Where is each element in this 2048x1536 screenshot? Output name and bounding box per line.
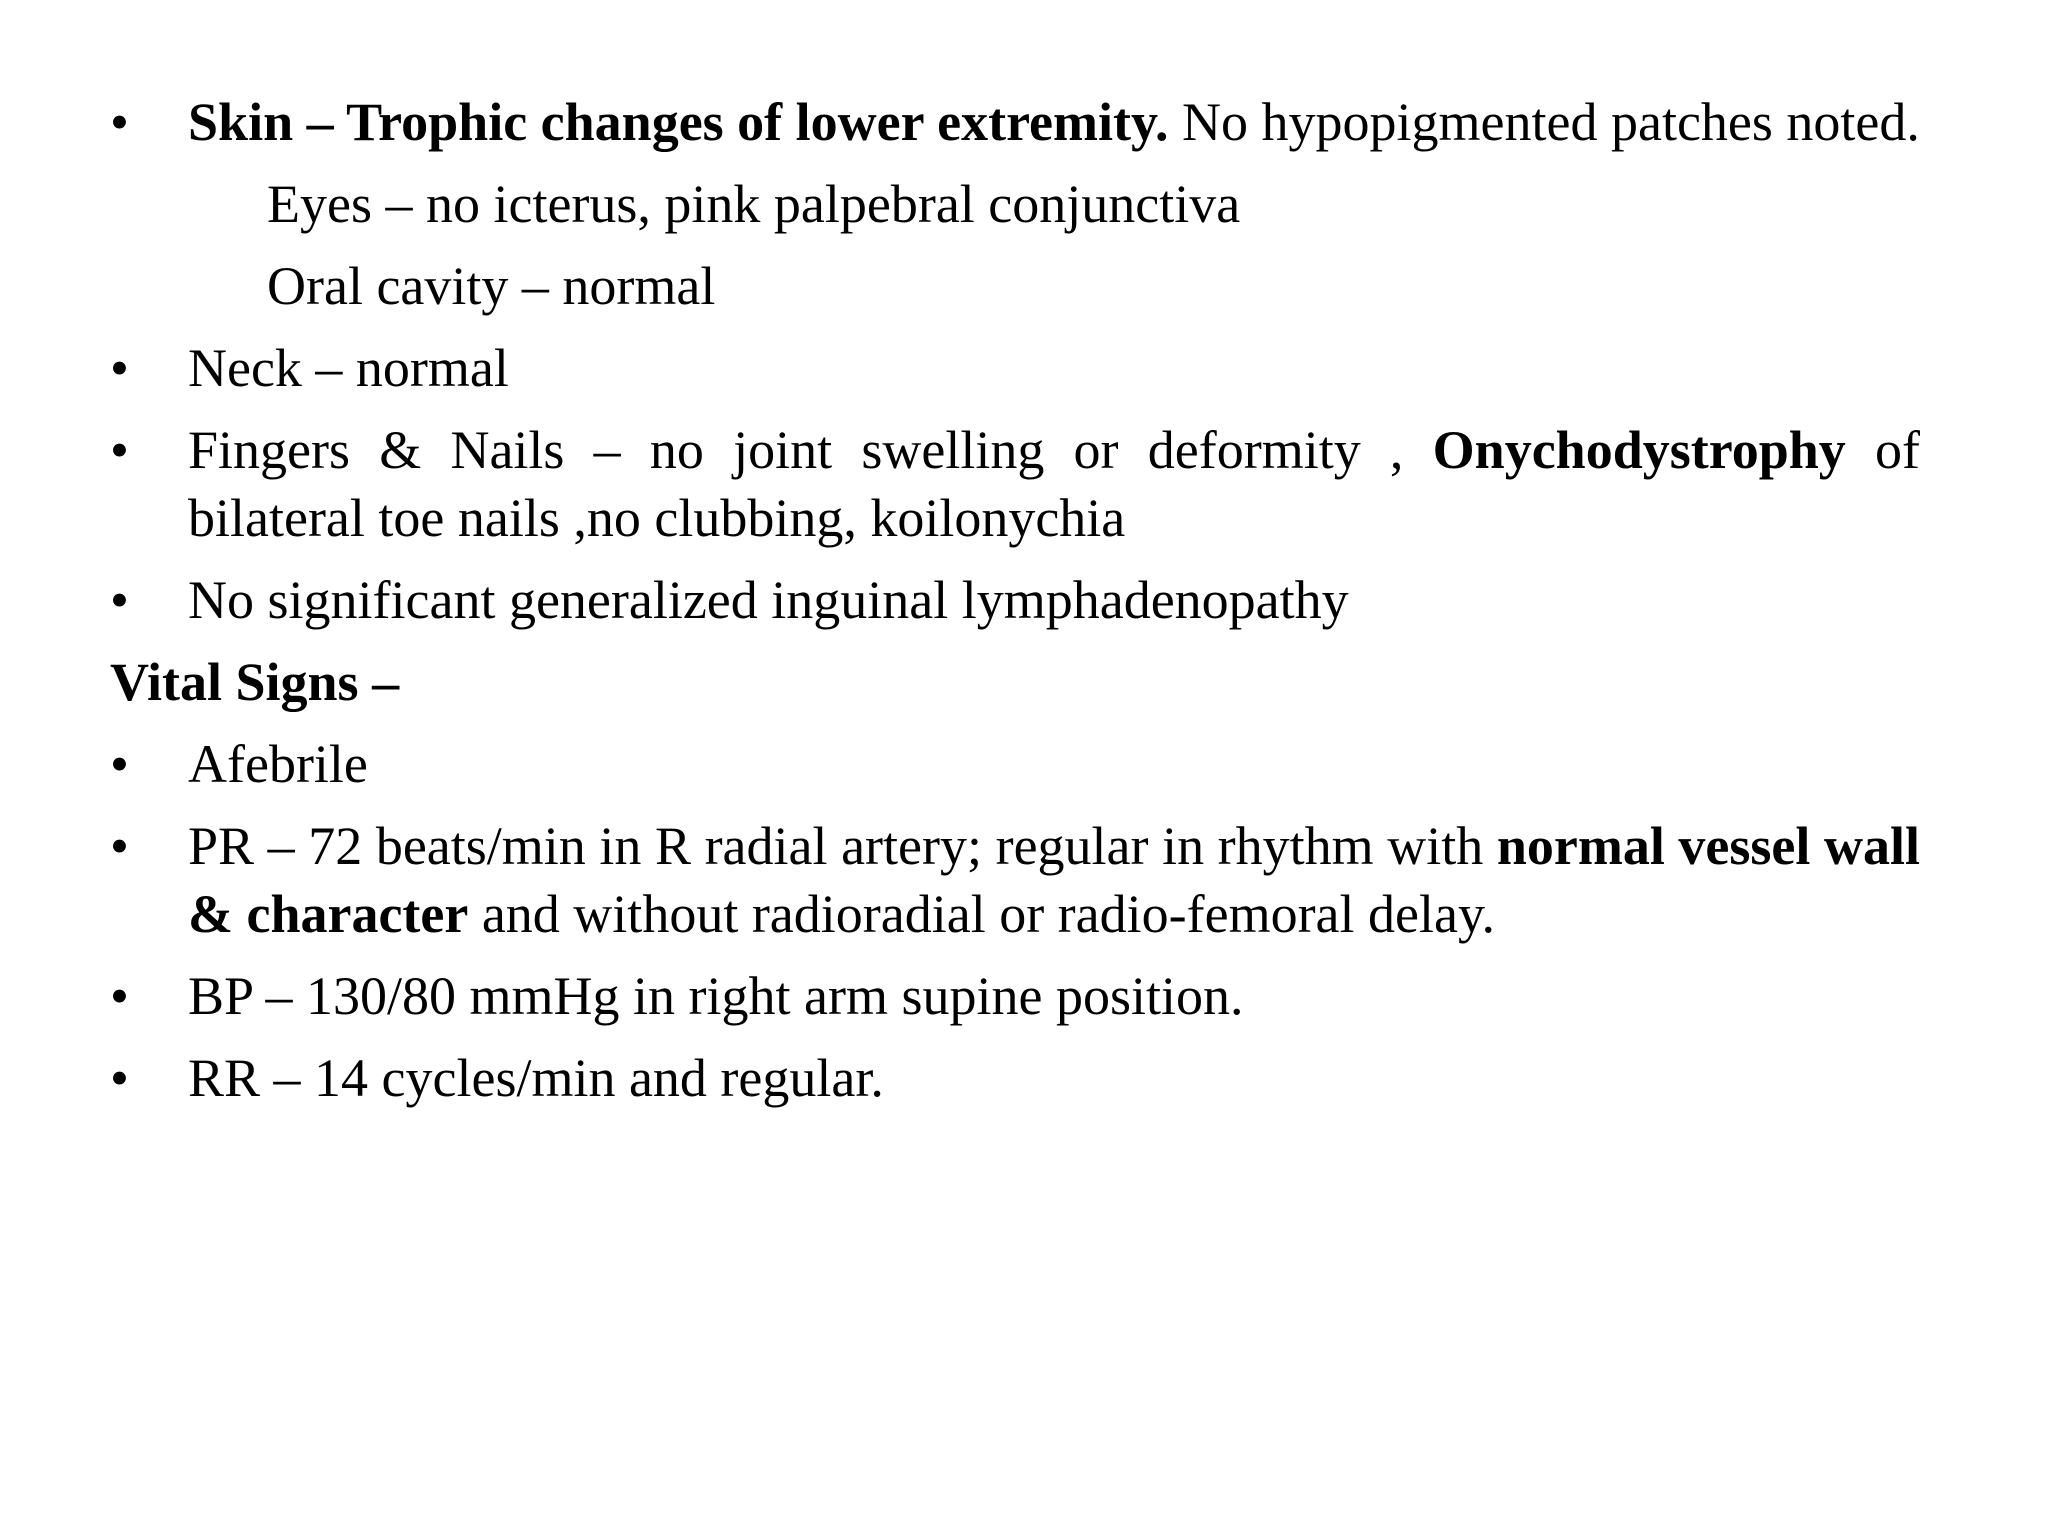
bullet-respiratory-rate bbox=[110, 1044, 1920, 1112]
bullet-lymphadenopathy bbox=[110, 566, 1920, 634]
pr-text-pre: PR – 72 beats/min in R radial artery; regular in rhythm with bbox=[188, 816, 1497, 876]
bullet-pulse-rate bbox=[110, 812, 1920, 948]
onychodystrophy-bold-text: Onychodystrophy bbox=[1432, 420, 1846, 480]
pr-bold-text: normal vessel wall & character bbox=[188, 816, 1920, 944]
skin-text: No hypopigmented patches noted. bbox=[1168, 92, 1920, 152]
vital-signs-heading: Vital Signs – bbox=[110, 652, 400, 712]
lymph-text: No significant generalized inguinal lymphadenopathy bbox=[188, 570, 1349, 630]
bullet-blood-pressure bbox=[110, 962, 1920, 1030]
afebrile-text: Afebrile bbox=[188, 734, 368, 794]
bullet-marker: • bbox=[110, 570, 129, 630]
fingers-text-pre: Fingers & Nails – no joint swelling or deformity , bbox=[188, 420, 1433, 480]
bullet-neck bbox=[110, 334, 1920, 402]
bullet-marker: • bbox=[110, 1048, 129, 1108]
fingers-text-post: of bilateral toe nails ,no clubbing, koilonychia bbox=[188, 420, 1920, 548]
neck-text: Neck – normal bbox=[188, 338, 509, 398]
eyes-line: Eyes – no icterus, pink palpebral conjunctiva bbox=[267, 174, 1241, 234]
bullet-marker: • bbox=[110, 338, 129, 398]
bullet-fingers-nails bbox=[110, 416, 1920, 552]
bullet-afebrile bbox=[110, 730, 1920, 798]
bullet-skin bbox=[110, 88, 1920, 156]
bullet-marker: • bbox=[110, 420, 129, 480]
bp-text: BP – 130/80 mmHg in right arm supine position. bbox=[188, 966, 1244, 1026]
bullet-marker: • bbox=[110, 734, 129, 794]
rr-text: RR – 14 cycles/min and regular. bbox=[188, 1048, 884, 1108]
slide-content bbox=[110, 88, 1920, 1126]
bullet-marker: • bbox=[110, 92, 129, 152]
skin-bold-text: Skin – Trophic changes of lower extremity. bbox=[188, 92, 1169, 152]
bullet-marker: • bbox=[110, 966, 129, 1026]
oral-cavity-line: Oral cavity – normal bbox=[267, 256, 716, 316]
bullet-marker: • bbox=[110, 816, 129, 876]
pr-text-post: and without radioradial or radio-femoral delay. bbox=[468, 884, 1495, 944]
